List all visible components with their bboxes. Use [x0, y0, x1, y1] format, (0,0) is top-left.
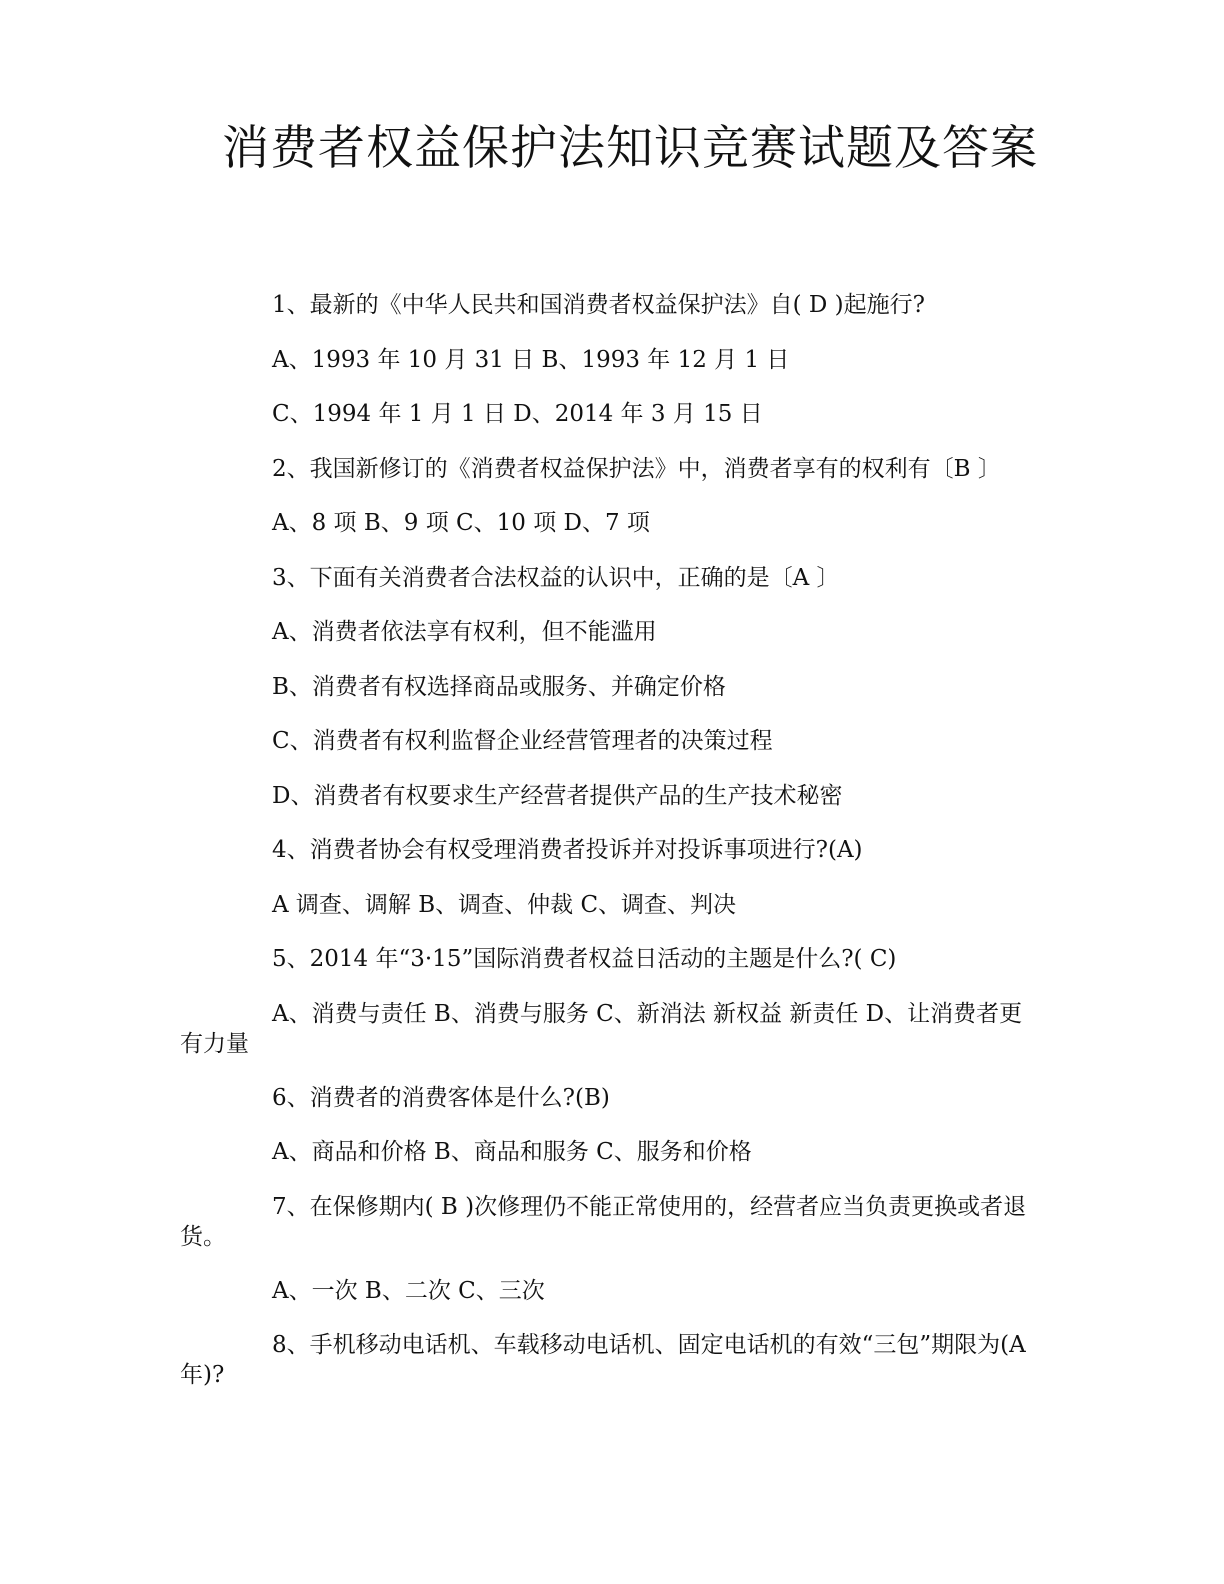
question-3-option-a: A、消费者依法享有权利，但不能滥用 — [272, 619, 657, 645]
question-6: 6、消费者的消费客体是什么?(B) — [272, 1084, 610, 1111]
question-1: 1、最新的《中华人民共和国消费者权益保护法》自( D )起施行? — [272, 292, 925, 318]
question-4: 4、消费者协会有权受理消费者投诉并对投诉事项进行?(A) — [272, 837, 863, 863]
question-7-options: A、一次 B、二次 C、三次 — [272, 1277, 545, 1304]
question-5-options: A、消费与责任 B、消费与服务 C、新消法 新权益 新责任 D、让消费者更有力量 — [180, 1000, 1023, 1057]
question-1-options-ab: A、1993 年 10 月 31 日 B、1993 年 12 月 1 日 — [272, 346, 790, 373]
question-5: 5、2014 年“3·15”国际消费者权益日活动的主题是什么?( C) — [272, 946, 897, 972]
question-6-options: A、商品和价格 B、商品和服务 C、服务和价格 — [272, 1139, 752, 1165]
question-3-option-b: B、消费者有权选择商品或服务、并确定价格 — [272, 673, 726, 700]
question-2: 2、我国新修订的《消费者权益保护法》中，消费者享有的权利有〔B 〕 — [272, 455, 1001, 482]
document-title: 消费者权益保护法知识竞赛试题及答案 — [222, 121, 1038, 176]
question-3-option-d: D、消费者有权要求生产经营者提供产品的生产技术秘密 — [272, 782, 843, 809]
question-4-options: A 调查、调解 B、调查、仲裁 C、调查、判决 — [272, 891, 737, 918]
document-body — [180, 290, 1040, 1414]
question-1-options-cd: C、1994 年 1 月 1 日 D、2014 年 3 月 15 日 — [272, 401, 763, 427]
question-3: 3、下面有关消费者合法权益的认识中，正确的是〔A 〕 — [272, 564, 840, 591]
question-3-option-c: C、消费者有权利监督企业经营管理者的决策过程 — [272, 728, 773, 754]
question-2-options: A、8 项 B、9 项 C、10 项 D、7 项 — [272, 510, 650, 536]
question-8: 8、手机移动电话机、车载移动电话机、固定电话机的有效“三包”期限为(A 年)? — [180, 1332, 1026, 1388]
question-7: 7、在保修期内( B )次修理仍不能正常使用的，经营者应当负责更换或者退货。 — [180, 1193, 1027, 1250]
